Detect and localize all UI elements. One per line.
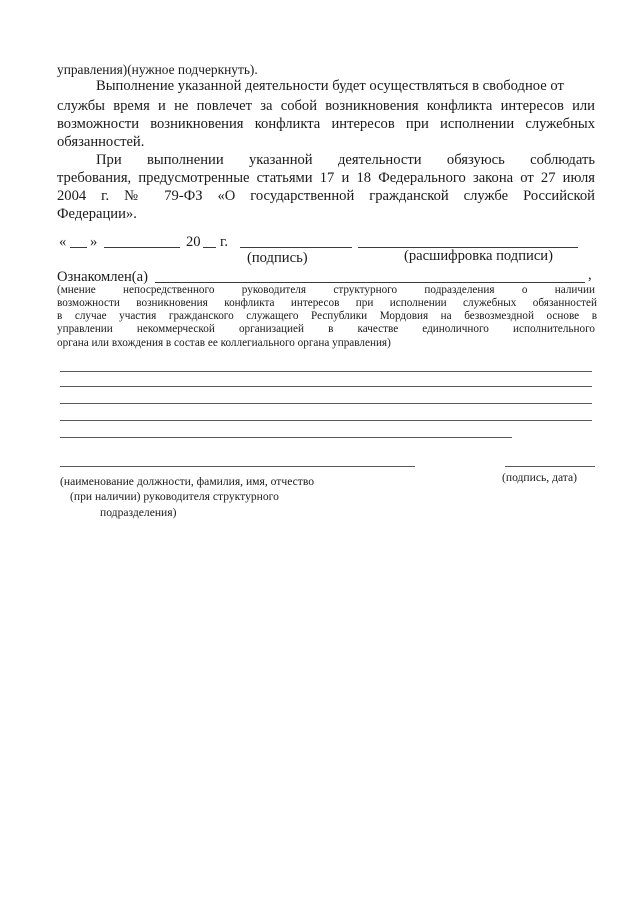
year-blank[interactable] [203,247,216,248]
year-prefix: 20 [186,234,201,250]
supervisor-name-line[interactable] [60,466,415,467]
supervisor-sign-line[interactable] [505,466,595,467]
paragraph-line: Выполнение указанной деятельности будет осуществляться в свободное от [96,78,564,94]
decryption-caption: (расшифровка подписи) [404,248,553,264]
note-line: (мнение непосредственного руководителя структурного подразделения о наличии [57,284,595,296]
acknowledged-label: Ознакомлен(а) [57,269,148,285]
footer-caption-line: (наименование должности, фамилия, имя, отчество [60,475,315,488]
note-line: органа или вхождения в состав ее коллегиального органа управления) [57,337,391,349]
note-line: возможности возникновения конфликта интересов при исполнении служебных обязанностей [57,297,597,309]
date-open-quote: « [59,234,67,250]
signature-caption: (подпись) [247,250,308,266]
acknowledged-comma: , [588,267,592,283]
paragraph-line: 2004 г. № 79-ФЗ «О государственной гражданской службе Российской [57,188,595,204]
paragraph-line: Федерации». [57,206,137,222]
year-suffix: г. [220,234,228,250]
writing-line[interactable] [60,437,512,438]
paragraph-line: требования, предусмотренные статьями 17 и 18 Федерального закона от 27 июля [57,170,595,186]
writing-line[interactable] [60,420,592,421]
paragraph-line: обязанностей. [57,134,145,150]
footer-caption-line: (при наличии) руководителя структурного [70,490,279,503]
day-blank[interactable] [70,247,87,248]
month-blank[interactable] [104,247,180,248]
writing-line[interactable] [60,371,592,372]
writing-line[interactable] [60,386,592,387]
paragraph-line: службы время и не повлечет за собой возникновения конфликта интересов или [57,98,595,114]
acknowledged-blank[interactable] [155,282,585,283]
continuation-line: управления)(нужное подчеркнуть). [57,62,258,77]
writing-line[interactable] [60,403,592,404]
note-line: управлении некоммерческой организацией в качестве единоличного исполнительного [57,323,595,335]
paragraph-line: При выполнении указанной деятельности обязуюсь соблюдать [96,152,595,168]
footer-caption-line: подразделения) [100,506,177,519]
note-line: в случае участия гражданского служащего Республики Мордовия на безвозмездной основе в [57,310,597,322]
sign-date-caption: (подпись, дата) [502,471,578,484]
date-close-quote: » [90,234,98,250]
paragraph-line: возможности возникновения конфликта интересов при исполнении служебных [57,116,595,132]
